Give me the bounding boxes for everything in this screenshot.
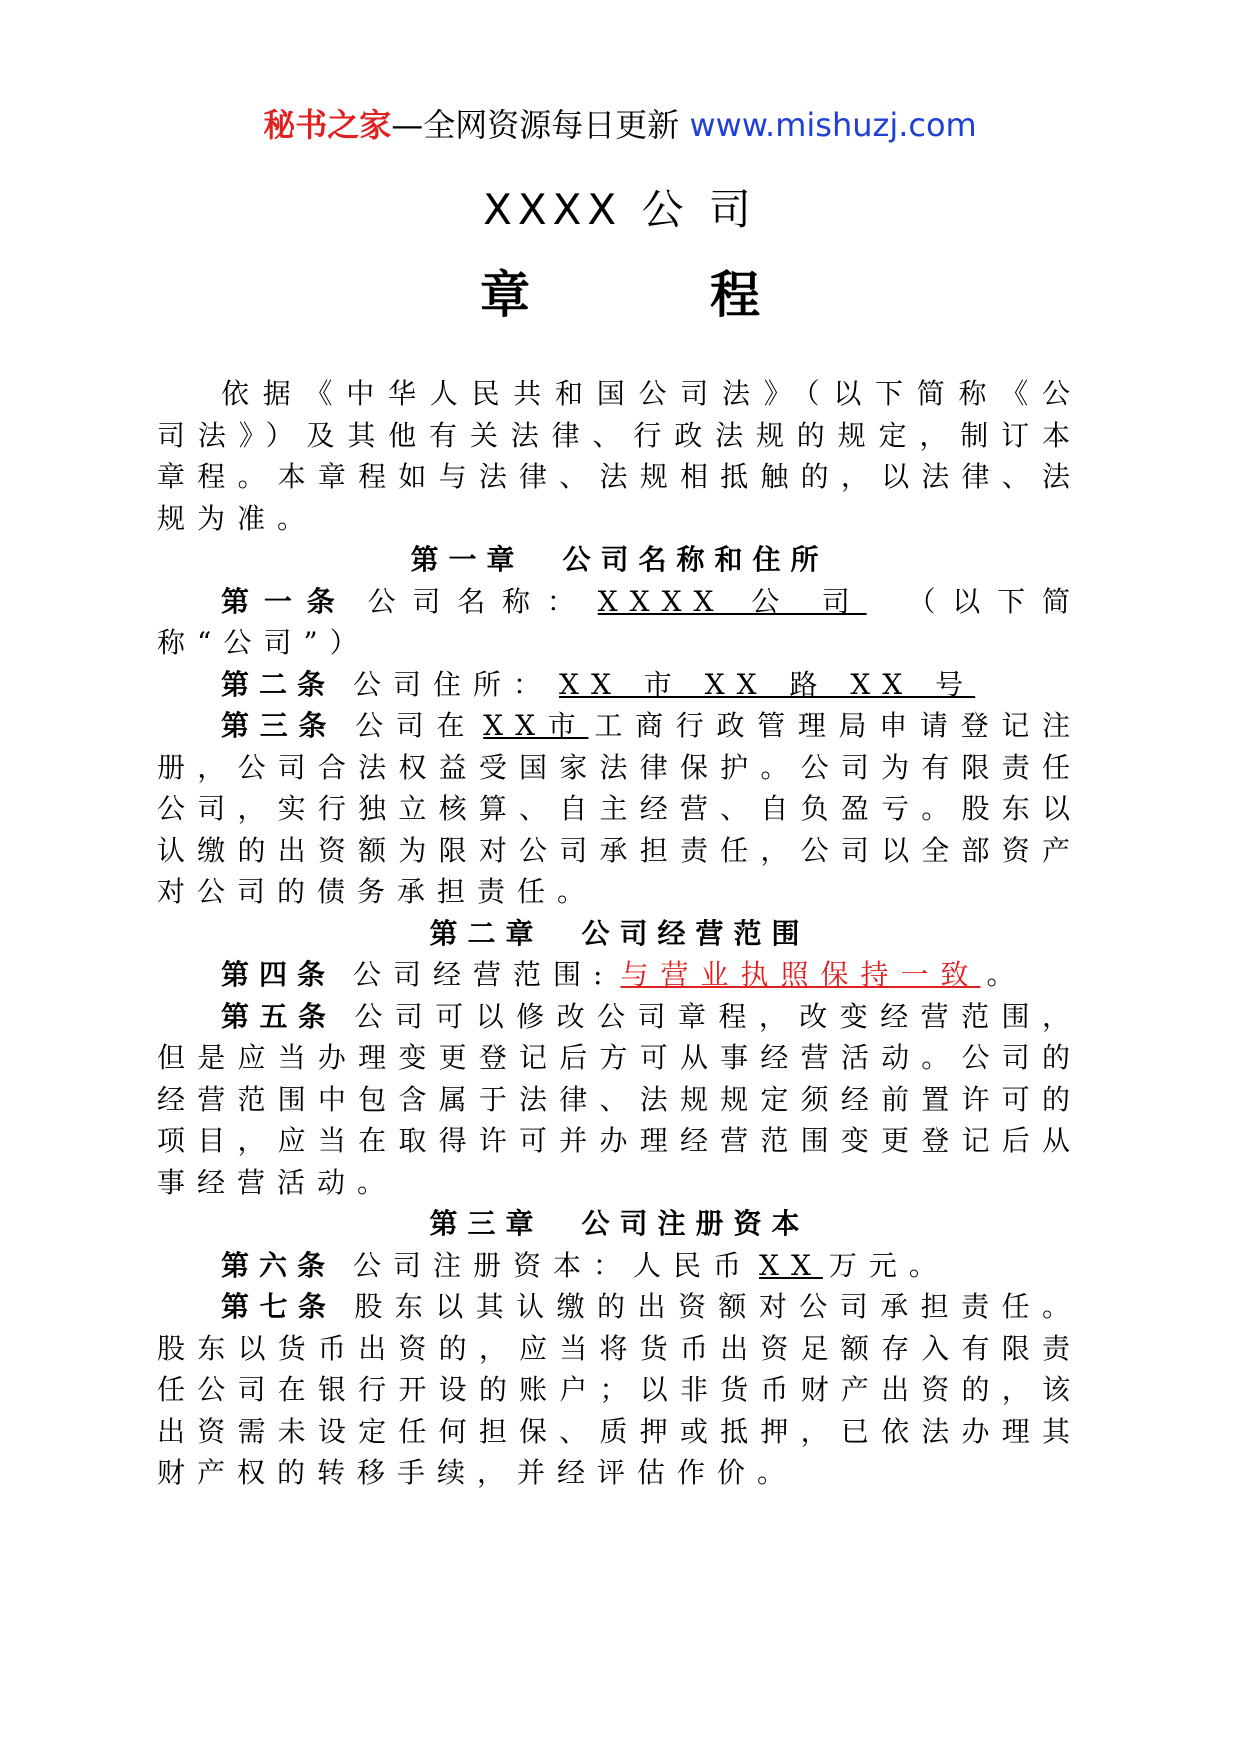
article-3-post: 工商行政管理局申请登记注册，公司合法权益受国家法律保护。公司为有限责任公司，实行独立核算、自主经营、自负盈亏。股东以认缴的出资额为限对公司承担责任，公司以全部资产对公司的债务承担责任。 [157, 709, 1082, 908]
article-5-label: 第五条 [221, 999, 337, 1033]
business-scope-blank: 与营业执照保持一致 [620, 958, 981, 991]
company-title: XXXX 公 司 [483, 185, 757, 234]
banner-url[interactable]: www.mishuzj.com [689, 106, 977, 144]
chapter-3-heading: 第三章 公司注册资本 [429, 1207, 810, 1240]
article-6-label: 第六条 [221, 1248, 336, 1282]
chapter-1-heading: 第一章 公司名称和住所 [410, 543, 829, 576]
article-4-label: 第四条 [221, 958, 336, 991]
intro-paragraph: 依据《中华人民共和国公司法》（以下简称《公司法》）及其他有关法律、行政法规的规定，制订本章程。本章程如与法律、法规相抵触的，以法律、法规为准。 [157, 377, 1082, 535]
article-7-text: 股东以其认缴的出资额对公司承担责任。股东以货币出资的，应当将货币出资足额存入有限责任公司在银行开设的账户；以非货币财产出资的，该出资需未设定任何担保、质押或抵押，已依法办理其财产权的转移手续，并经评估作价。 [157, 1290, 1082, 1489]
article-1 [157, 581, 1082, 664]
article-6-post: 万元。 [828, 1248, 949, 1282]
article-2-pre: 公司住所： [353, 667, 554, 701]
company-name-blank: XXXX 公 司 [597, 584, 867, 618]
article-6-pre: 公司注册资本：人民币 [353, 1248, 754, 1282]
banner-tagline: —全网资源每日更新 [391, 106, 680, 144]
city-blank: XX市 [483, 709, 589, 742]
chapter-2-heading: 第二章 公司经营范围 [429, 916, 810, 950]
article-4 [157, 954, 1082, 996]
capital-blank: XX [759, 1248, 823, 1282]
banner-brand: 秘书之家 [263, 106, 392, 144]
article-1-post: （以下简称“公司”） [157, 584, 1082, 659]
article-5-text: 公司可以修改公司章程，改变经营范围，但是应当办理变更登记后方可从事经营活动。公司的经营范围中包含属于法律、法规规定须经前置许可的项目，应当在取得许可并办理经营范围变更登记后从事经营活动。 [157, 999, 1082, 1199]
article-2 [157, 664, 1082, 706]
article-3-label: 第三条 [221, 709, 338, 742]
article-5 [157, 996, 1082, 1204]
document-body [157, 373, 1082, 1494]
article-3-pre: 公司在 [355, 709, 478, 742]
site-banner [0, 100, 1240, 150]
article-2-label: 第二条 [221, 667, 336, 701]
article-6 [157, 1245, 1082, 1287]
address-blank: XX 市 XX 路 XX 号 [559, 667, 976, 701]
article-7-label: 第七条 [221, 1290, 337, 1323]
article-4-pre: 公司经营范围: [353, 958, 615, 991]
article-1-label: 第一条 [221, 584, 350, 618]
article-3 [157, 705, 1082, 913]
document-title: 章程 [480, 266, 940, 324]
article-4-post: 。 [986, 958, 1027, 991]
article-1-pre: 公司名称： [367, 584, 592, 618]
article-7 [157, 1286, 1082, 1494]
